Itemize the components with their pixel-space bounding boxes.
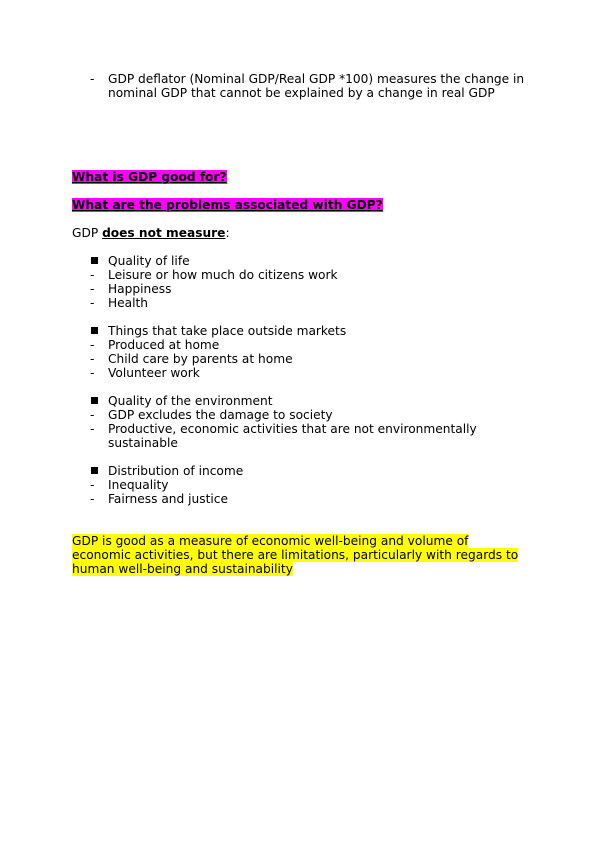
- dash-marker: -: [90, 338, 95, 352]
- square-bullet-icon: [91, 257, 98, 264]
- dash-marker: -: [90, 72, 95, 86]
- group-title: Things that take place outside markets: [108, 324, 347, 338]
- dash-marker: -: [90, 366, 95, 380]
- dash-marker: -: [90, 422, 95, 436]
- list-item-text: Happiness: [108, 282, 172, 296]
- heading-problems-text: What are the problems associated with GDP?: [72, 198, 383, 212]
- measure-prefix: GDP: [72, 226, 103, 240]
- conclusion-paragraph: [72, 534, 532, 576]
- list-item-text: Productive, economic activities that are not environmentally: [108, 422, 477, 436]
- heading-problems: [72, 198, 383, 212]
- list-item-text: sustainable: [108, 436, 178, 450]
- dash-marker: -: [90, 408, 95, 422]
- square-bullet-icon: [91, 397, 98, 404]
- dash-marker: -: [90, 296, 95, 310]
- group-title: Quality of the environment: [108, 394, 273, 408]
- measure-line: [72, 226, 230, 240]
- group-title: Distribution of income: [108, 464, 244, 478]
- list-item-text: GDP excludes the damage to society: [108, 408, 333, 422]
- square-bullet-icon: [91, 467, 98, 474]
- square-bullet-icon: [91, 327, 98, 334]
- dash-marker: -: [90, 352, 95, 366]
- measure-emphasis: does not measure: [102, 226, 226, 240]
- deflator-line-1: GDP deflator (Nominal GDP/Real GDP *100) measures the change in: [108, 72, 525, 86]
- dash-marker: -: [90, 282, 95, 296]
- heading-good-for-text: What is GDP good for?: [72, 170, 227, 184]
- list-item-text: Leisure or how much do citizens work: [108, 268, 338, 282]
- list-item-text: Fairness and justice: [108, 492, 228, 506]
- list-item-text: Produced at home: [108, 338, 220, 352]
- deflator-line-2: nominal GDP that cannot be explained by a change in real GDP: [108, 86, 495, 100]
- heading-good-for: [72, 170, 227, 184]
- list-item-text: Child care by parents at home: [108, 352, 293, 366]
- dash-marker: -: [90, 478, 95, 492]
- dash-marker: -: [90, 268, 95, 282]
- measure-suffix: :: [225, 226, 230, 240]
- conclusion-line-1: GDP is good as a measure of economic well-being and volume of: [72, 534, 469, 548]
- group-title: Quality of life: [108, 254, 190, 268]
- list-item-text: Health: [108, 296, 149, 310]
- dash-marker: -: [90, 492, 95, 506]
- conclusion-line-2: economic activities, but there are limitations, particularly with regards to: [72, 548, 519, 562]
- conclusion-line-3: human well-being and sustainability: [72, 562, 293, 576]
- list-item-text: Inequality: [108, 478, 169, 492]
- list-item-text: Volunteer work: [108, 366, 200, 380]
